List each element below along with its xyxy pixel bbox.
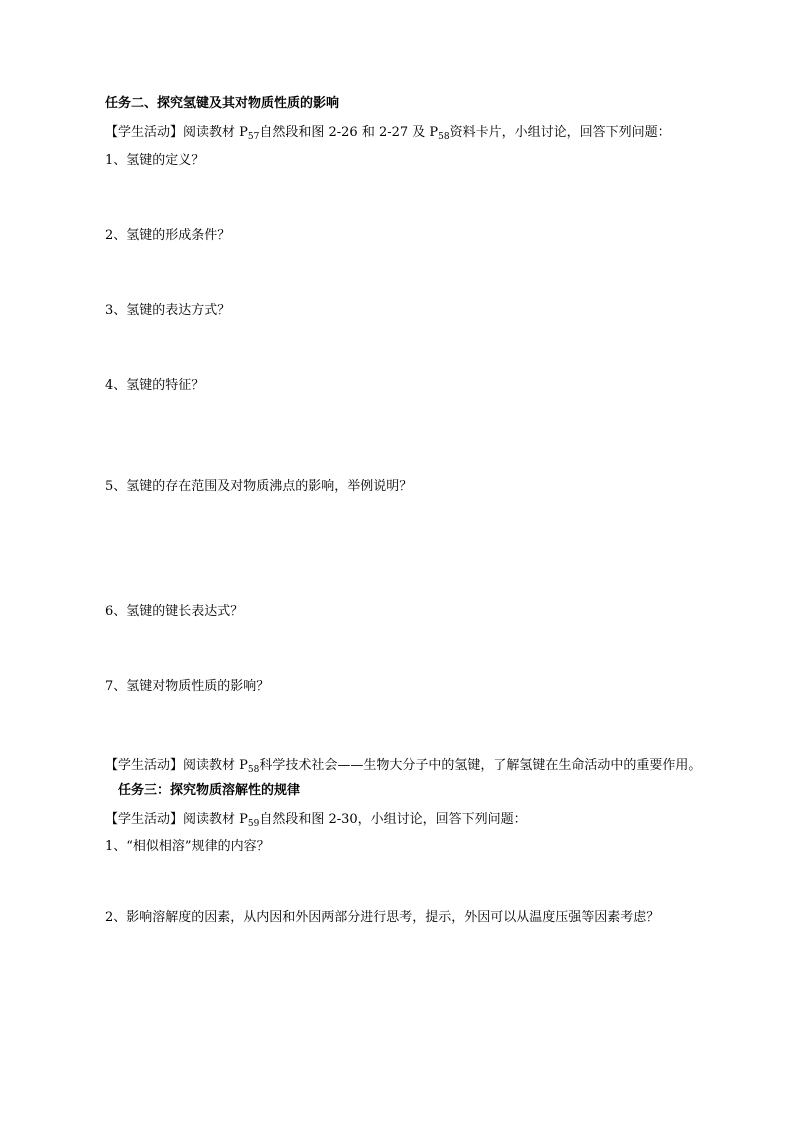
task3-question-1: 1、“相似相溶”规律的内容？ [105,839,270,854]
question-4: 4、氢键的特征？ [105,378,205,393]
question-5: 5、氢键的存在范围及对物质沸点的影响，举例说明？ [105,479,413,494]
task3-activity-sub: 59 [247,819,260,829]
task3-activity-suffix: 自然段和图 2-30，小组讨论，回答下列问题： [259,812,527,827]
task2-activity2-prefix: 【学生活动】阅读教材 P [105,758,248,773]
task2-activity-sub2: 58 [438,132,450,142]
task2-activity2 [105,757,701,775]
task3-activity-prefix: 【学生活动】阅读教材 P [105,812,248,827]
task2-activity2-suffix: 科学技术社会——生物大分子中的氢键，了解氢键在生命活动中的重要作用。 [259,758,702,773]
task2-activity-prefix: 【学生活动】阅读教材 P [105,125,248,140]
task3-question-2: 2、影响溶解度的因素，从内因和外因两部分进行思考，提示，外因可以从温度压强等因素考虑？ [105,910,660,925]
question-3: 3、氢键的表达方式？ [105,303,231,318]
question-1: 1、氢键的定义？ [105,153,205,168]
task2-activity-sub1: 57 [247,132,260,142]
task2-heading: 任务二、探究氢键及其对物质性质的影响 [105,96,340,111]
question-7: 7、氢键对物质性质的影响？ [105,679,270,694]
question-6: 6、氢键的键长表达式？ [105,604,244,619]
task2-activity [105,124,671,142]
task2-activity2-sub: 58 [247,765,260,775]
task2-activity-mid: 自然段和图 2-26 和 2-27 及 P [259,125,439,140]
task2-activity-suffix: 资料卡片，小组讨论，回答下列问题： [449,125,671,140]
task3-heading: 任务三：探究物质溶解性的规律 [118,783,301,798]
task3-activity [105,811,527,829]
question-2: 2、氢键的形成条件？ [105,228,231,243]
